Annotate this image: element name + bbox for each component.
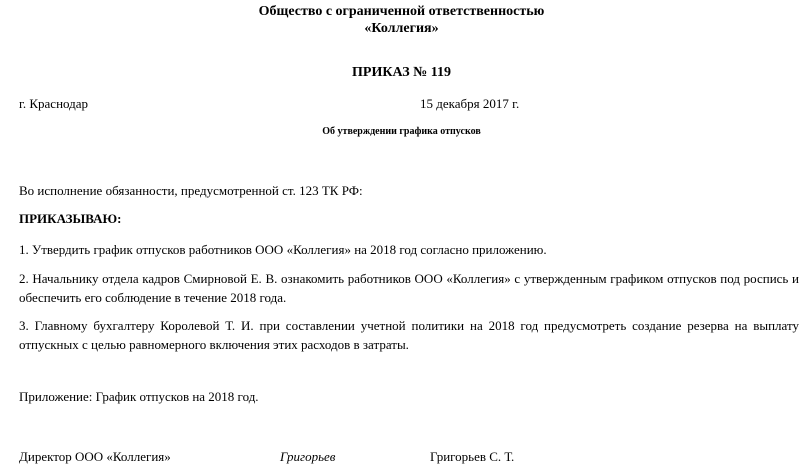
organization-name-line1: Общество с ограниченной ответственностью xyxy=(258,4,545,19)
signatory-position: Директор ООО «Коллегия» xyxy=(19,449,171,464)
order-subject: Об утверждении графика отпусков xyxy=(322,126,481,137)
order-title: ПРИКАЗ № 119 xyxy=(352,65,451,80)
organization-name-line2: «Коллегия» xyxy=(364,21,439,36)
intro-text: Во исполнение обязанности, предусмотренной ст. 123 ТК РФ: xyxy=(19,183,363,198)
order-item-3: 3. Главному бухгалтеру Королевой Т. И. при составлении учетной политики на 2018 год предусмотреть создание резерва на выплату отпускных с целью равномерного включения этих расходов в затраты. xyxy=(19,318,799,352)
signatory-name: Григорьев С. Т. xyxy=(430,449,515,464)
attachment-note: Приложение: График отпусков на 2018 год. xyxy=(19,389,259,404)
order-city: г. Краснодар xyxy=(19,96,89,111)
order-item-2: 2. Начальнику отдела кадров Смирновой Е. В. ознакомить работников ООО «Коллегия» с утвержденным графиком отпусков под роспись и обеспечить его соблюдение в течение 2018 года. xyxy=(19,271,799,305)
handwritten-signature: Григорьев xyxy=(280,449,336,464)
directive-heading: ПРИКАЗЫВАЮ: xyxy=(19,211,122,226)
order-item-1: 1. Утвердить график отпусков работников ООО «Коллегия» на 2018 год согласно приложению. xyxy=(19,242,547,257)
order-date: 15 декабря 2017 г. xyxy=(420,96,520,111)
